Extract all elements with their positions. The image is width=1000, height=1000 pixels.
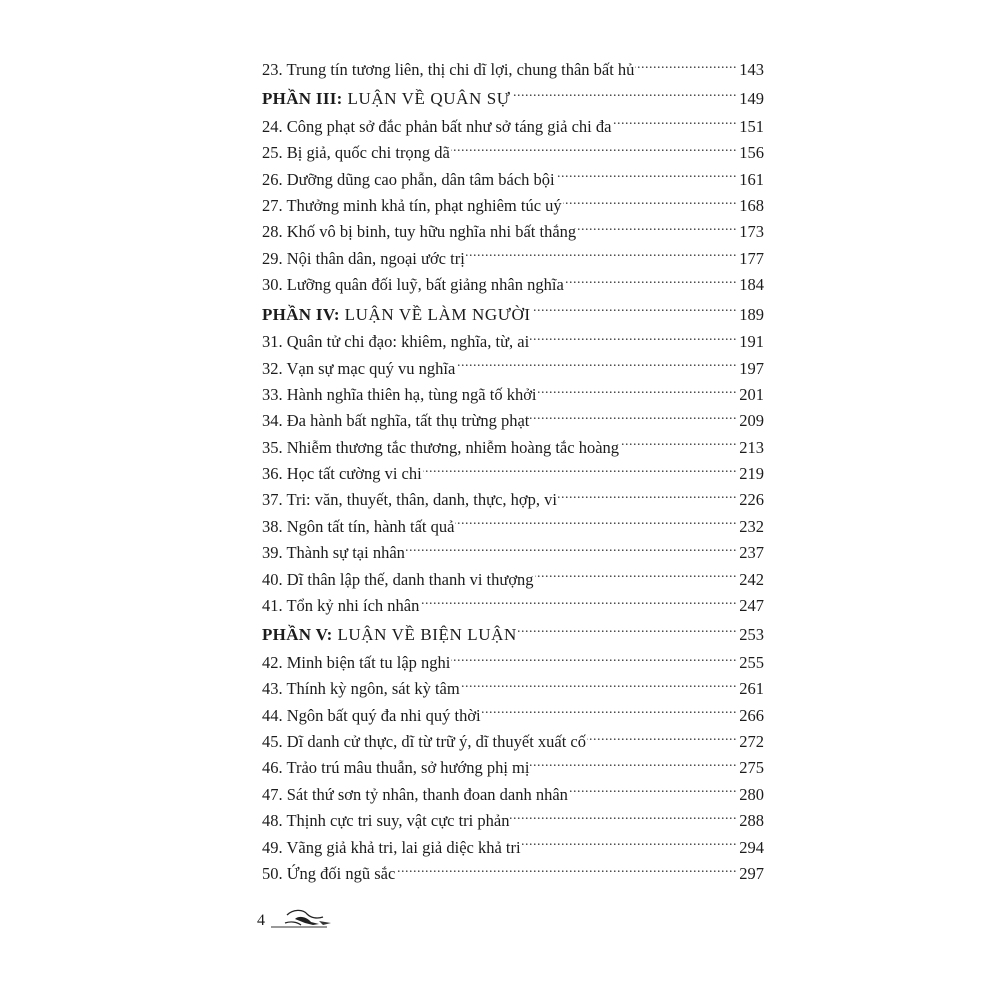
dot-leader: [569, 783, 737, 800]
toc-entry: [262, 329, 764, 355]
part-title: [262, 84, 511, 114]
entry-title: 29. Nội thân dân, ngoại ước trị: [262, 248, 465, 268]
page-footer: [257, 905, 337, 929]
toc-entry: [262, 703, 764, 729]
dot-leader: [512, 88, 737, 105]
entry-title: 25. Bị giả, quốc chi trọng dã: [262, 143, 450, 163]
entry-title: 30. Lưỡng quân đối luỹ, bất giảng nhân nghĩa: [262, 275, 564, 295]
dot-leader: [558, 489, 737, 506]
toc-entry: [262, 435, 764, 461]
entry-title: 48. Thịnh cực tri suy, vật cực tri phản: [262, 811, 510, 831]
page-ref: 189: [739, 304, 764, 324]
entry-title: 31. Quân tử chi đạo: khiêm, nghĩa, từ, ai: [262, 332, 530, 352]
dot-leader: [451, 142, 737, 159]
toc-entry: [262, 861, 764, 887]
part-label: PHẦN IV:: [262, 304, 340, 324]
entry-title: 45. Dĩ danh cử thực, dĩ từ trữ ý, dĩ thuyết xuất cố: [262, 732, 587, 752]
table-of-contents: [262, 57, 764, 887]
page-ref: 237: [739, 543, 764, 563]
page-ref: 275: [739, 758, 764, 778]
page-ref: 219: [739, 464, 764, 484]
toc-part-heading: [262, 300, 764, 330]
entry-title: 47. Sát thứ sơn tỷ nhân, thanh đoan danh nhân: [262, 784, 568, 804]
page-ref: 294: [739, 837, 764, 857]
entry-title: 34. Đa hành bất nghĩa, tất thụ trừng phạt: [262, 411, 530, 431]
page-ref: 149: [739, 89, 764, 109]
toc-entry: [262, 487, 764, 513]
part-label: PHẦN III:: [262, 89, 343, 109]
dot-leader: [530, 410, 737, 427]
part-title: [262, 300, 531, 330]
toc-entry: [262, 246, 764, 272]
entry-title: 40. Dĩ thân lập thế, danh thanh vi thượng: [262, 569, 534, 589]
page-ref: 213: [739, 437, 764, 457]
entry-title: 38. Ngôn tất tín, hành tất quả: [262, 516, 455, 536]
toc-entry: [262, 219, 764, 245]
page-ref: 255: [739, 652, 764, 672]
dot-leader: [456, 357, 737, 374]
page-ref: 253: [739, 625, 764, 645]
page-ref: 161: [739, 169, 764, 189]
dot-leader: [577, 221, 737, 238]
dot-leader: [620, 436, 737, 453]
dot-leader: [466, 247, 737, 264]
dot-leader: [530, 757, 737, 774]
toc-entry: [262, 755, 764, 781]
toc-entry: [262, 408, 764, 434]
toc-entry: [262, 729, 764, 755]
dot-leader: [538, 383, 737, 400]
page-ref: 168: [739, 196, 764, 216]
toc-part-heading: [262, 620, 764, 650]
toc-entry: [262, 57, 764, 83]
entry-title: 36. Học tất cường vi chi: [262, 464, 422, 484]
page-ref: 209: [739, 411, 764, 431]
entry-title: 35. Nhiễm thương tắc thương, nhiễm hoàng tắc hoàng: [262, 437, 620, 457]
dot-leader: [510, 810, 737, 827]
dot-leader: [563, 195, 737, 212]
toc-entry: [262, 272, 764, 298]
toc-entry: [262, 676, 764, 702]
entry-title: 44. Ngôn bất quý đa nhi quý thời: [262, 705, 481, 725]
page-ref: 151: [739, 116, 764, 136]
entry-title: 37. Tri: văn, thuyết, thân, danh, thực, hợp, vi: [262, 490, 557, 510]
dot-leader: [556, 168, 737, 185]
toc-entry: [262, 782, 764, 808]
entry-title: 43. Thính kỳ ngôn, sát kỳ tâm: [262, 679, 460, 699]
page-ref: 266: [739, 705, 764, 725]
page-ref: 297: [739, 864, 764, 884]
toc-entry: [262, 356, 764, 382]
part-name: LUẬN VỀ QUÂN SỰ: [342, 89, 511, 109]
dot-leader: [455, 515, 737, 532]
toc-entry: [262, 140, 764, 166]
page-ref: 232: [739, 516, 764, 536]
entry-title: 27. Thưởng minh khả tín, phạt nghiêm túc uý: [262, 196, 562, 216]
page-ref: 173: [739, 222, 764, 242]
part-title: [262, 620, 517, 650]
entry-title: 28. Khố vô bị binh, tuy hữu nghĩa nhi bất thắng: [262, 222, 577, 242]
page-ref: 156: [739, 143, 764, 163]
entry-title: 41. Tổn kỷ nhi ích nhân: [262, 596, 420, 616]
toc-entry: [262, 382, 764, 408]
page-ref: 201: [739, 384, 764, 404]
dot-leader: [420, 595, 737, 612]
part-label: PHẦN V:: [262, 625, 333, 645]
dot-leader: [612, 115, 737, 132]
part-name: LUẬN VỀ LÀM NGƯỜI: [339, 304, 531, 324]
dot-leader: [587, 731, 737, 748]
entry-title: 26. Dưỡng dũng cao phẫn, dân tâm bách bội: [262, 169, 555, 189]
entry-title: 49. Vãng giả khả tri, lai giả diệc khả tri: [262, 837, 521, 857]
dot-leader: [532, 303, 737, 320]
part-name: LUẬN VỀ BIỆN LUẬN: [332, 625, 517, 645]
toc-entry: [262, 193, 764, 219]
toc-entry: [262, 514, 764, 540]
entry-title: 46. Trảo trú mâu thuẫn, sở hướng phị mị: [262, 758, 530, 778]
page-ref: 184: [739, 275, 764, 295]
page-ref: 288: [739, 811, 764, 831]
dot-leader: [482, 704, 737, 721]
page-ref: 177: [739, 248, 764, 268]
page-ref: 197: [739, 358, 764, 378]
toc-part-heading: [262, 84, 764, 114]
page-ref: 272: [739, 732, 764, 752]
toc-entry: [262, 835, 764, 861]
dot-leader: [423, 463, 737, 480]
dot-leader: [635, 59, 737, 76]
toc-entry: [262, 461, 764, 487]
page-ref: 242: [739, 569, 764, 589]
dot-leader: [396, 863, 737, 880]
dot-leader: [451, 651, 737, 668]
dot-leader: [565, 274, 737, 291]
toc-entry: [262, 567, 764, 593]
page-ref: 191: [739, 332, 764, 352]
dot-leader: [461, 678, 737, 695]
entry-title: 24. Công phạt sở đắc phản bất như sở táng giả chi đa: [262, 116, 612, 136]
page-ref: 226: [739, 490, 764, 510]
page-number: 4: [257, 912, 265, 929]
dot-leader: [518, 624, 737, 641]
page-ref: 247: [739, 596, 764, 616]
toc-entry: [262, 650, 764, 676]
dot-leader: [530, 331, 737, 348]
dot-leader: [535, 568, 737, 585]
entry-title: 23. Trung tín tương liên, thị chi dĩ lợi, chung thân bất hủ: [262, 60, 635, 79]
entry-title: 39. Thành sự tại nhân: [262, 543, 405, 563]
flying-figure-ornament-icon: [267, 905, 337, 929]
toc-entry: [262, 540, 764, 566]
entry-title: 32. Vạn sự mạc quý vu nghĩa: [262, 358, 456, 378]
page-ref: 280: [739, 784, 764, 804]
entry-title: 42. Minh biện tất tu lập nghi: [262, 652, 451, 672]
toc-entry: [262, 808, 764, 834]
toc-entry: [262, 114, 764, 140]
toc-entry: [262, 593, 764, 619]
dot-leader: [522, 836, 737, 853]
page-ref: 261: [739, 679, 764, 699]
entry-title: 33. Hành nghĩa thiên hạ, tùng ngã tố khởi: [262, 384, 537, 404]
dot-leader: [406, 542, 737, 559]
entry-title: 50. Ứng đối ngũ sắc: [262, 864, 396, 884]
toc-entry: [262, 167, 764, 193]
page-ref: 143: [739, 60, 764, 79]
